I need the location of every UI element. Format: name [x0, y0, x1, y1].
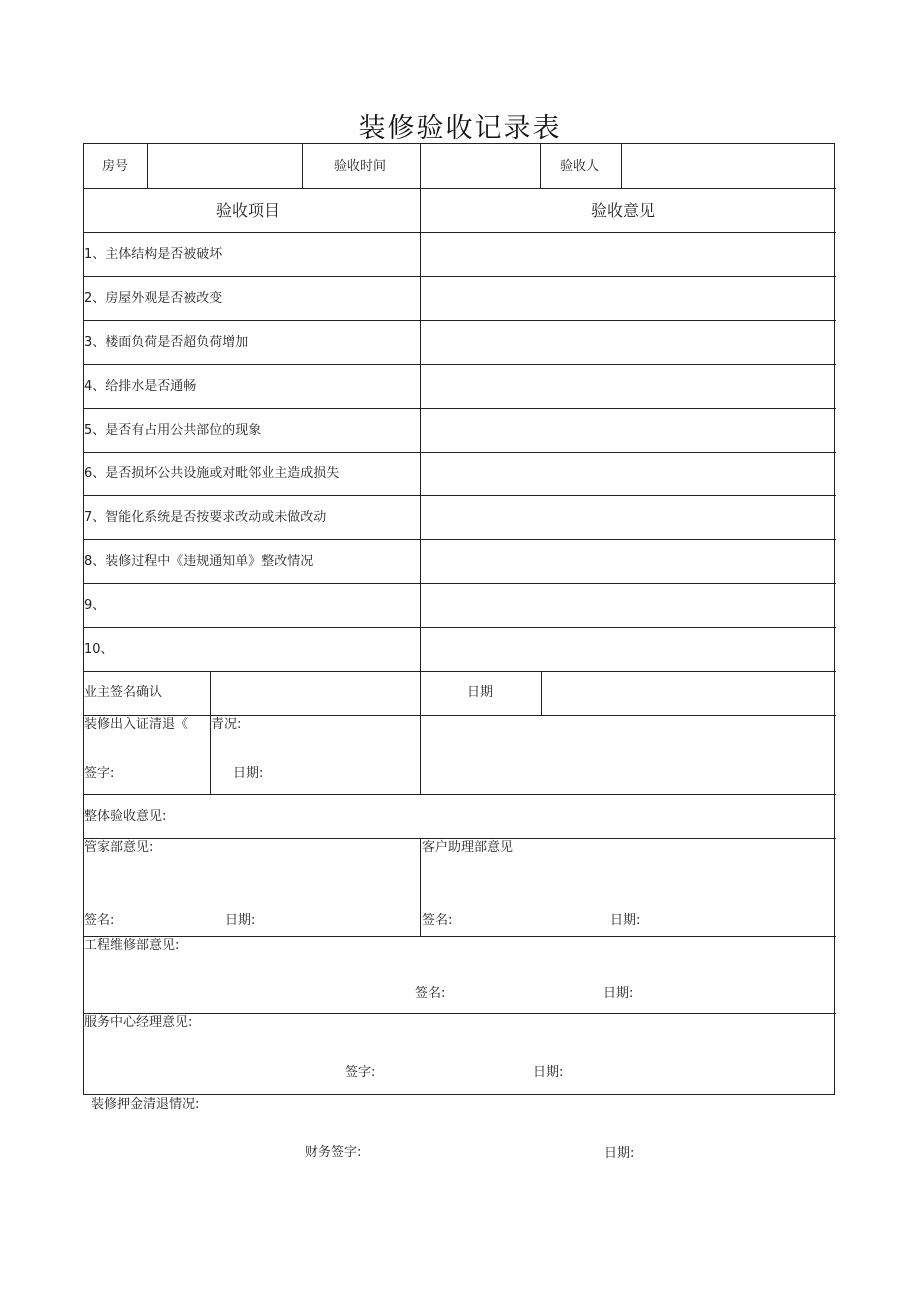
- opinion-field[interactable]: [421, 584, 834, 626]
- opinion-column-header: 验收意见: [591, 201, 656, 220]
- item-label: 2、房屋外观是否被改变: [84, 291, 223, 306]
- permit-status-label: 青况:: [211, 717, 242, 732]
- item-column-header: 验收项目: [216, 201, 281, 220]
- opinion-field[interactable]: [421, 628, 834, 670]
- assistant-date-label: 日期:: [610, 913, 641, 928]
- owner-date-label: 日期: [467, 685, 494, 700]
- finance-sign-label: 财务签字:: [305, 1145, 362, 1160]
- item-label: 5、是否有占用公共部位的现象: [84, 423, 262, 438]
- permit-label: 装修出入证清退《: [84, 717, 189, 732]
- item-label: 4、给排水是否通畅: [84, 379, 197, 394]
- engineering-date-label: 日期:: [603, 986, 634, 1001]
- butler-date-label: 日期:: [225, 913, 256, 928]
- inspector-field[interactable]: [622, 145, 834, 187]
- opinion-field[interactable]: [421, 409, 834, 451]
- opinion-field[interactable]: [421, 453, 834, 494]
- opinion-field[interactable]: [421, 540, 834, 582]
- permit-sign-label: 签字:: [84, 766, 115, 781]
- assistant-opinion-label: 客户助理部意见: [422, 840, 514, 855]
- room-label: 房号: [102, 159, 129, 174]
- owner-date-field[interactable]: [542, 672, 834, 714]
- overall-opinion-label: 整体验收意见:: [84, 809, 167, 824]
- permit-date-label: 日期:: [233, 766, 264, 781]
- manager-opinion-label: 服务中心经理意见:: [84, 1015, 193, 1030]
- assistant-sign-label: 签名:: [422, 913, 453, 928]
- inspection-time-field[interactable]: [421, 145, 539, 187]
- manager-date-label: 日期:: [533, 1065, 564, 1080]
- inspection-form: [83, 143, 835, 1095]
- opinion-field[interactable]: [421, 233, 834, 275]
- engineering-opinion-label: 工程维修部意见:: [84, 938, 180, 953]
- opinion-field[interactable]: [421, 496, 834, 538]
- manager-sign-label: 签字:: [345, 1065, 376, 1080]
- opinion-field[interactable]: [421, 321, 834, 363]
- opinion-field[interactable]: [421, 277, 834, 319]
- butler-sign-label: 签名:: [84, 913, 115, 928]
- room-field[interactable]: [148, 145, 301, 187]
- item-label: 1、主体结构是否被破坏: [84, 247, 223, 262]
- item-label: 8、装修过程中《违规通知单》整改情况: [84, 554, 314, 569]
- engineering-sign-label: 签名:: [415, 986, 446, 1001]
- owner-sign-field[interactable]: [211, 672, 419, 714]
- item-label: 10、: [84, 642, 114, 657]
- permit-remarks-field[interactable]: [421, 716, 834, 793]
- item-label: 6、是否损坏公共设施或对毗邻业主造成损失: [84, 466, 340, 481]
- opinion-field[interactable]: [421, 365, 834, 407]
- form-title: 装修验收记录表: [358, 113, 562, 144]
- item-label: 7、智能化系统是否按要求改动或未做改动: [84, 510, 327, 525]
- item-label: 3、楼面负荷是否超负荷增加: [84, 335, 249, 350]
- deposit-refund-label: 装修押金清退情况:: [91, 1097, 200, 1112]
- inspector-label: 验收人: [560, 159, 600, 174]
- inspection-time-label: 验收时间: [334, 159, 387, 174]
- deposit-date-label: 日期:: [604, 1146, 635, 1161]
- butler-opinion-label: 管家部意见:: [84, 840, 154, 855]
- item-label: 9、: [84, 598, 106, 613]
- owner-sign-label: 业主签名确认: [84, 685, 163, 700]
